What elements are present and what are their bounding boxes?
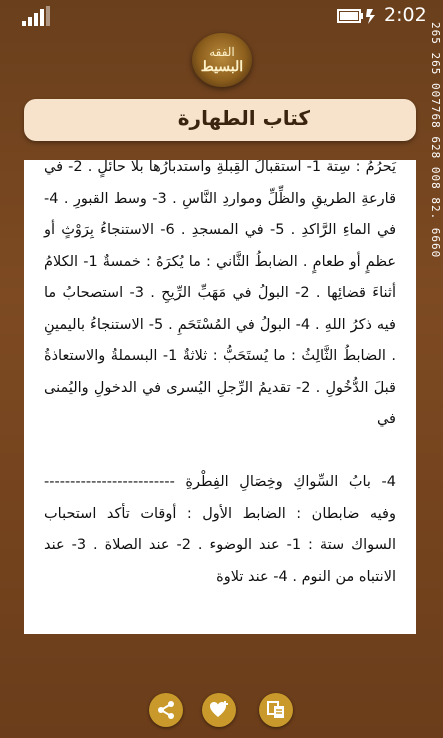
- share-button[interactable]: [149, 693, 183, 727]
- status-clock: 2:02: [384, 4, 427, 26]
- battery-charging-icon: [337, 7, 377, 25]
- content-paragraph-2: 4- بابُ السِّواكِ وخِصَالِ الفِطْرةِ ------------------------- وفيه ضابطان : الضابط الأول : أوقات تأكد استحباب السواك ستة : 1- عند الوضوء . 2- عند الصلاة . 3- عند الانتباه من النوم . 4- عند تلاوة: [44, 474, 396, 585]
- heart-plus-icon: [209, 700, 229, 720]
- page-title: كتاب الطهارة: [177, 106, 310, 130]
- app-logo: [192, 33, 252, 87]
- content-paragraph-1: يَحرُمُ : سِتة 1- استقبالُ القِبلةِ واستدبارُها بلا حائلٍ . 2- في قارعةِ الطريقِ والظِّلِّ ومواردِ النَّاسِ . 3- وسط القبورِ . 4- في الماءِ الرَّاكدِ . 5- في المسجدِ . 6- الاستنجاءُ بِرَوْثٍ أو عظمٍ أو طعامٍ . الضابطُ الثَّاني : ما يُكرَهُ : خمسةٌ 1- الكلامُ أثناءَ قضائِها . 2- البولُ في مَهَبِّ الرِّيحِ . 3- استصحابُ ما فيه ذكرُ اللهِ . 4- البولُ في المُسْتَحَمِ . 5- الاستنجاءُ باليمينِ . الضابطُ الثَّالِثُ : ما يُستَحَبُّ : ثلاثةٌ 1- البسملةُ والاستعاذةُ قبلَ الدُّخُولِ . 2- تقديمُ الرِّجلِ اليُسرى في الدخولِ واليُمنى في: [44, 160, 397, 427]
- status-bar: [0, 0, 443, 32]
- content-paragraph-spacer: [24, 436, 416, 468]
- favorite-button[interactable]: [202, 693, 236, 727]
- logo-line-1: الفقه: [209, 45, 235, 59]
- side-ticker-text: 265 265 007768 628 008 82. 6660: [429, 22, 442, 259]
- logo-line-2: البسيط: [200, 59, 244, 75]
- copy-button[interactable]: [259, 693, 293, 727]
- copy-icon: [266, 700, 286, 720]
- header-bar: [24, 99, 416, 141]
- signal-strength-icon: [22, 6, 50, 26]
- content-panel[interactable]: [24, 160, 416, 634]
- share-icon: [156, 700, 176, 720]
